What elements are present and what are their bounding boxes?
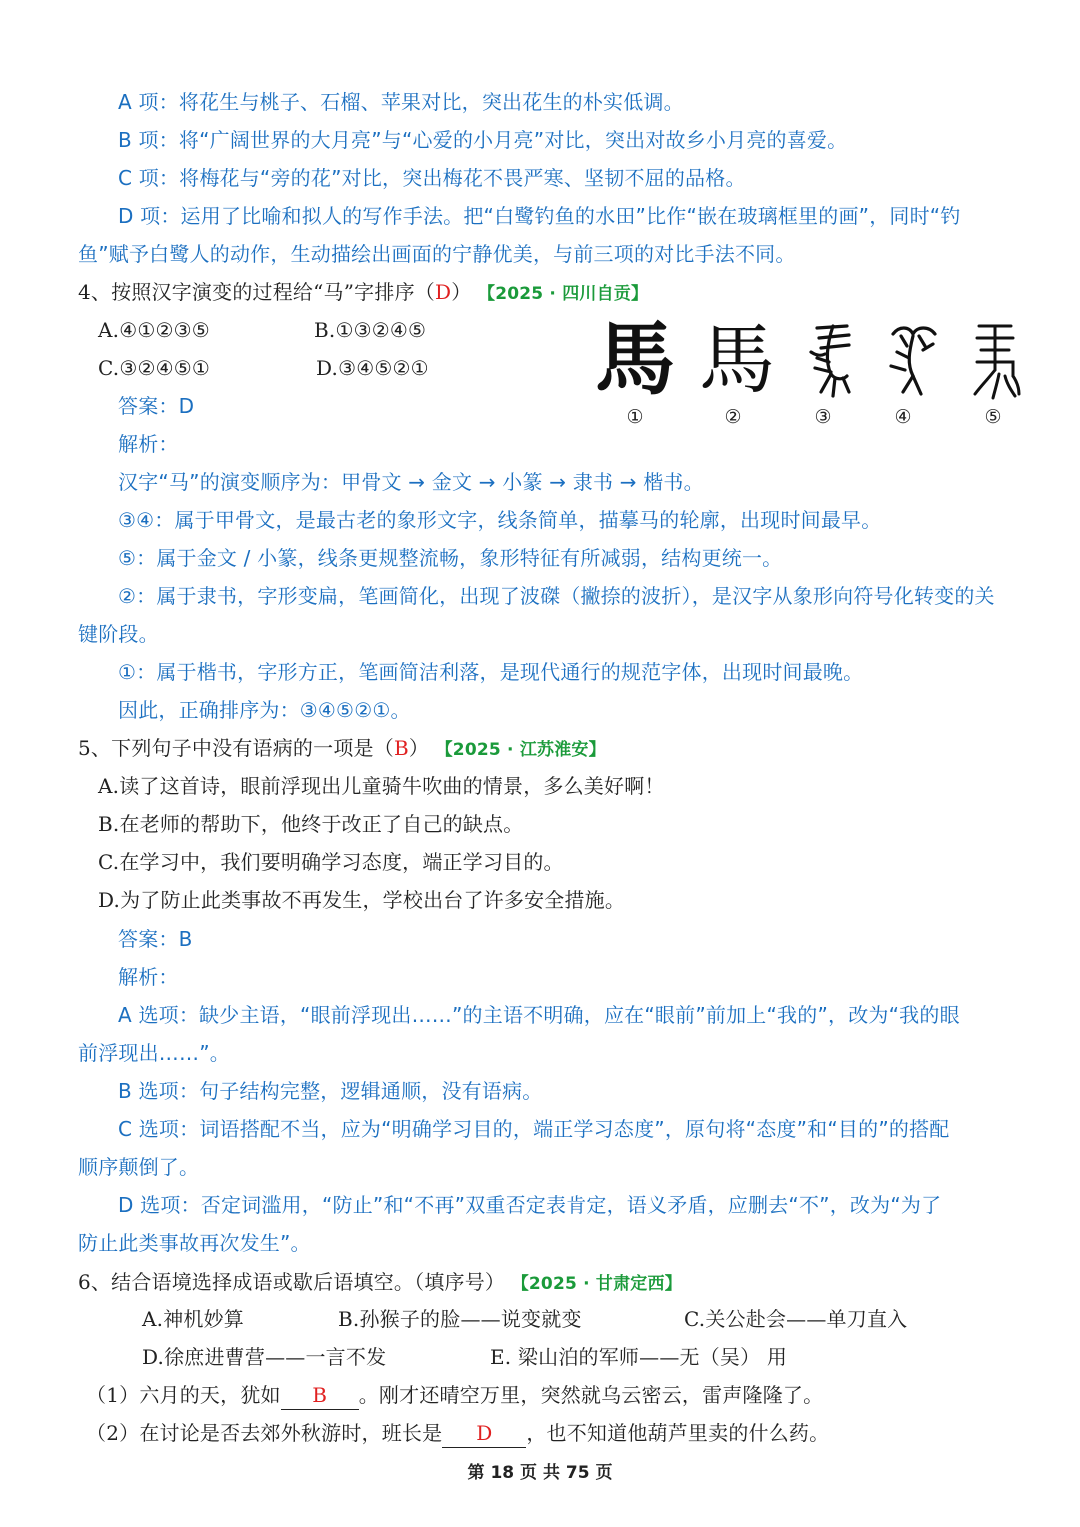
q5-option-a: A.读了这首诗，眼前浮现出儿童骑牛吹曲的情景，多么美好啊！ xyxy=(98,774,665,798)
glyph-seal-script xyxy=(967,320,1023,402)
q4-analysis-line: 键阶段。 xyxy=(78,622,159,646)
page-number: 第 18 页 共 75 页 xyxy=(467,1463,613,1483)
q5-source-tag: 【2025 · 江苏淮安】 xyxy=(435,740,606,760)
q6-option-d: D.徐庶进曹营——一言不发 xyxy=(142,1345,387,1369)
q6-sentence-2: （2）在讨论是否去郊外秋游时，班长是 D ，也不知道他葫芦里卖的什么药。 xyxy=(86,1419,829,1448)
q5-analysis-line: B 选项：句子结构完整，逻辑通顺，没有语病。 xyxy=(118,1079,543,1103)
q6-option-e: E. 梁山泊的军师——无（吴） 用 xyxy=(490,1345,788,1369)
q4-option-c: C.③②④⑤① xyxy=(98,356,210,380)
glyph-oracle-bone-2 xyxy=(883,322,943,400)
q4-answer-line: 答案：D xyxy=(118,394,195,418)
q6-blank-1: B xyxy=(281,1381,359,1410)
q6-option-b: B.孙猴子的脸——说变就变 xyxy=(338,1307,582,1331)
glyph-label-2: ② xyxy=(724,406,742,428)
q5-analysis-line: C 选项：词语搭配不当，应为“明确学习目的，端正学习态度”，原句将“态度”和“目的”的搭配 xyxy=(118,1117,950,1141)
analysis-option-a: A 项：将花生与桃子、石榴、苹果对比，突出花生的朴实低调。 xyxy=(118,90,684,114)
q5-answer-line: 答案：B xyxy=(118,927,193,951)
q5-analysis-line: A 选项：缺少主语，“眼前浮现出……”的主语不明确，应在“眼前”前加上“我的”，改为“我的眼 xyxy=(118,1003,960,1027)
glyph-label-5: ⑤ xyxy=(984,406,1002,428)
q5-analysis-line: 前浮现出……”。 xyxy=(78,1041,230,1065)
q4-option-b: B.①③②④⑤ xyxy=(314,318,427,342)
analysis-option-d-cont: 鱼”赋予白鹭人的动作，生动描绘出画面的宁静优美，与前三项的对比手法不同。 xyxy=(78,242,796,266)
q4-analysis-label: 解析： xyxy=(118,432,179,456)
q5-stem: 5、下列句子中没有语病的一项是（B） 【2025 · 江苏淮安】 xyxy=(78,736,606,760)
q5-option-d: D.为了防止此类事故不再发生，学校出台了许多安全措施。 xyxy=(98,888,626,912)
q4-analysis-line: ②：属于隶书，字形变扁，笔画简化，出现了波磔（撇捺的波折），是汉字从象形向符号化转变的关 xyxy=(118,584,995,608)
q4-stem: 4、按照汉字演变的过程给“马”字排序（D） 【2025 · 四川自贡】 xyxy=(78,280,649,304)
analysis-option-d: D 项：运用了比喻和拟人的写作手法。把“白鹭钓鱼的水田”比作“嵌在玻璃框里的画”，同时“钓 xyxy=(118,204,961,228)
q5-analysis-line: 防止此类事故再次发生”。 xyxy=(78,1231,311,1255)
q4-analysis-line: 因此，正确排序为：③④⑤②①。 xyxy=(118,698,411,722)
analysis-option-c: C 项：将梅花与“旁的花”对比，突出梅花不畏严寒、坚韧不屈的品格。 xyxy=(118,166,746,190)
q4-analysis-line: ③④：属于甲骨文，是最古老的象形文字，线条简单，描摹马的轮廓，出现时间最早。 xyxy=(118,508,882,532)
q4-analysis-line: ①：属于楷书，字形方正，笔画简洁利落，是现代通行的规范字体，出现时间最晚。 xyxy=(118,660,864,684)
q4-option-a: A.④①②③⑤ xyxy=(98,318,210,342)
glyph-label-4: ④ xyxy=(894,406,912,428)
q6-option-c: C.关公赴会——单刀直入 xyxy=(684,1307,908,1331)
q5-analysis-label: 解析： xyxy=(118,965,179,989)
q6-source-tag: 【2025 · 甘肃定西】 xyxy=(511,1274,682,1294)
q4-analysis-line: ⑤：属于金文 / 小篆，线条更规整流畅，象形特征有所减弱，结构更统一。 xyxy=(118,546,783,570)
q5-analysis-line: 顺序颠倒了。 xyxy=(78,1155,200,1179)
glyph-kaishu: 馬 xyxy=(595,313,675,406)
q4-analysis-line: 汉字“马”的演变顺序为：甲骨文 → 金文 → 小篆 → 隶书 → 楷书。 xyxy=(118,470,704,494)
glyph-label-3: ③ xyxy=(814,406,832,428)
q4-answer: D xyxy=(434,280,452,304)
q5-option-c: C.在学习中，我们要明确学习态度，端正学习目的。 xyxy=(98,850,564,874)
glyph-label-1: ① xyxy=(626,406,644,428)
q6-stem: 6、结合语境选择成语或歇后语填空。（填序号） 【2025 · 甘肃定西】 xyxy=(78,1270,682,1294)
glyph-lishu: 馬 xyxy=(699,315,775,404)
q5-analysis-line: D 选项：否定词滥用，“防止”和“不再”双重否定表肯定，语义矛盾，应删去“不”，改为“为了 xyxy=(118,1193,942,1217)
q4-source-tag: 【2025 · 四川自贡】 xyxy=(478,284,649,304)
q5-answer: B xyxy=(393,736,409,760)
q4-option-d: D.③④⑤②① xyxy=(316,356,429,380)
q6-sentence-1: （1）六月的天，犹如 B 。刚才还晴空万里，突然就乌云密云，雷声隆隆了。 xyxy=(86,1381,823,1410)
analysis-option-b: B 项：将“广阔世界的大月亮”与“心爱的小月亮”对比，突出对故乡小月亮的喜爱。 xyxy=(118,128,848,152)
q6-option-a: A.神机妙算 xyxy=(142,1307,245,1331)
ma-evolution-figure xyxy=(595,313,1025,438)
glyph-oracle-bone-1 xyxy=(803,322,859,400)
q6-blank-2: D xyxy=(442,1419,526,1448)
q5-option-b: B.在老师的帮助下，他终于改正了自己的缺点。 xyxy=(98,812,524,836)
